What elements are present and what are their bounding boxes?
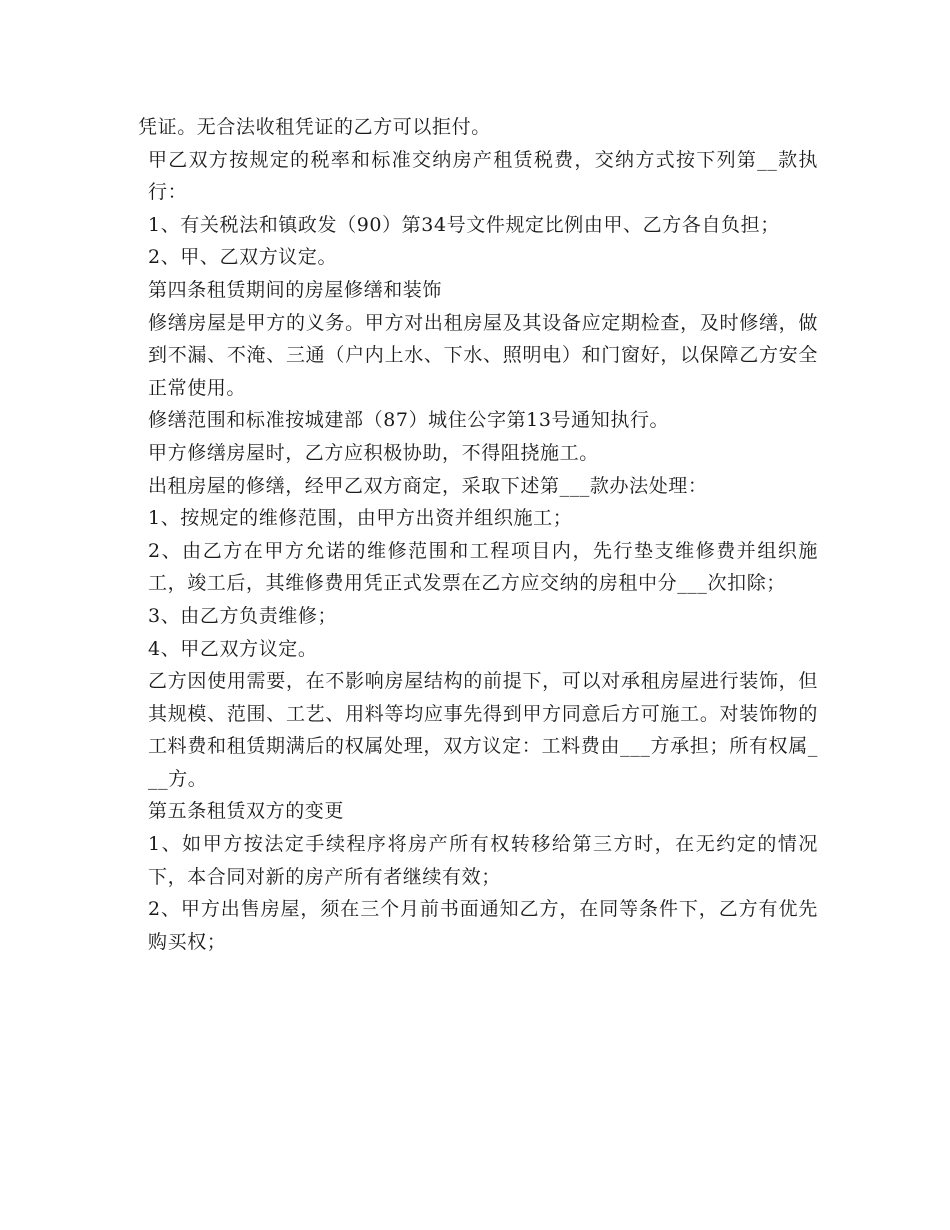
paragraph-11: 2、由乙方在甲方允诺的维修范围和工程项目内，先行垫支维修费并组织施工，竣工后，其维修费用凭正式发票在乙方应交纳的房租中分___次扣除； xyxy=(148,539,818,595)
document-body xyxy=(138,111,818,958)
paragraph-7: 修缮范围和标准按城建部（87）城住公字第13号通知执行。 xyxy=(148,409,670,432)
section-heading-4: 第四条租赁期间的房屋修缮和装饰 xyxy=(148,278,443,301)
paragraph-6: 修缮房屋是甲方的义务。甲方对出租房屋及其设备应定期检查，及时修缮，做到不漏、不淹、三通（户内上水、下水、照明电）和门窗好，以保障乙方安全正常使用。 xyxy=(148,311,818,399)
paragraph-1: 凭证。无合法收租凭证的乙方可以拒付。 xyxy=(138,116,491,138)
paragraph-17: 2、甲方出售房屋，须在三个月前书面通知乙方，在同等条件下，乙方有优先购买权； xyxy=(148,898,818,953)
paragraph-16: 1、如甲方按法定手续程序将房产所有权转移给第三方时，在无约定的情况下，本合同对新的房产所有者继续有效； xyxy=(148,833,818,888)
paragraph-3: 1、有关税法和镇政发（90）第34号文件规定比例由甲、乙方各自负担； xyxy=(148,213,780,236)
paragraph-10: 1、按规定的维修范围，由甲方出资并组织施工； xyxy=(148,507,573,530)
paragraph-13: 4、甲乙双方议定。 xyxy=(148,637,318,660)
paragraph-4: 2、甲、乙双方议定。 xyxy=(148,246,338,269)
paragraph-9: 出租房屋的修缮，经甲乙双方商定，采取下述第___款办法处理： xyxy=(148,474,708,497)
paragraph-8: 甲方修缮房屋时，乙方应积极协助，不得阻挠施工。 xyxy=(148,441,599,464)
section-heading-5: 第五条租赁双方的变更 xyxy=(148,800,345,823)
paragraph-14: 乙方因使用需要，在不影响房屋结构的前提下，可以对承租房屋进行装饰，但其规模、范围、工艺、用料等均应事先得到甲方同意后方可施工。对装饰物的工料费和租赁期满后的权属处理，双方议定：工料费由___方承担；所有权属___方。 xyxy=(148,670,818,790)
paragraph-2: 甲乙双方按规定的税率和标准交纳房产租赁税费，交纳方式按下列第__款执行： xyxy=(148,148,818,204)
paragraph-12: 3、由乙方负责维修； xyxy=(148,604,338,627)
